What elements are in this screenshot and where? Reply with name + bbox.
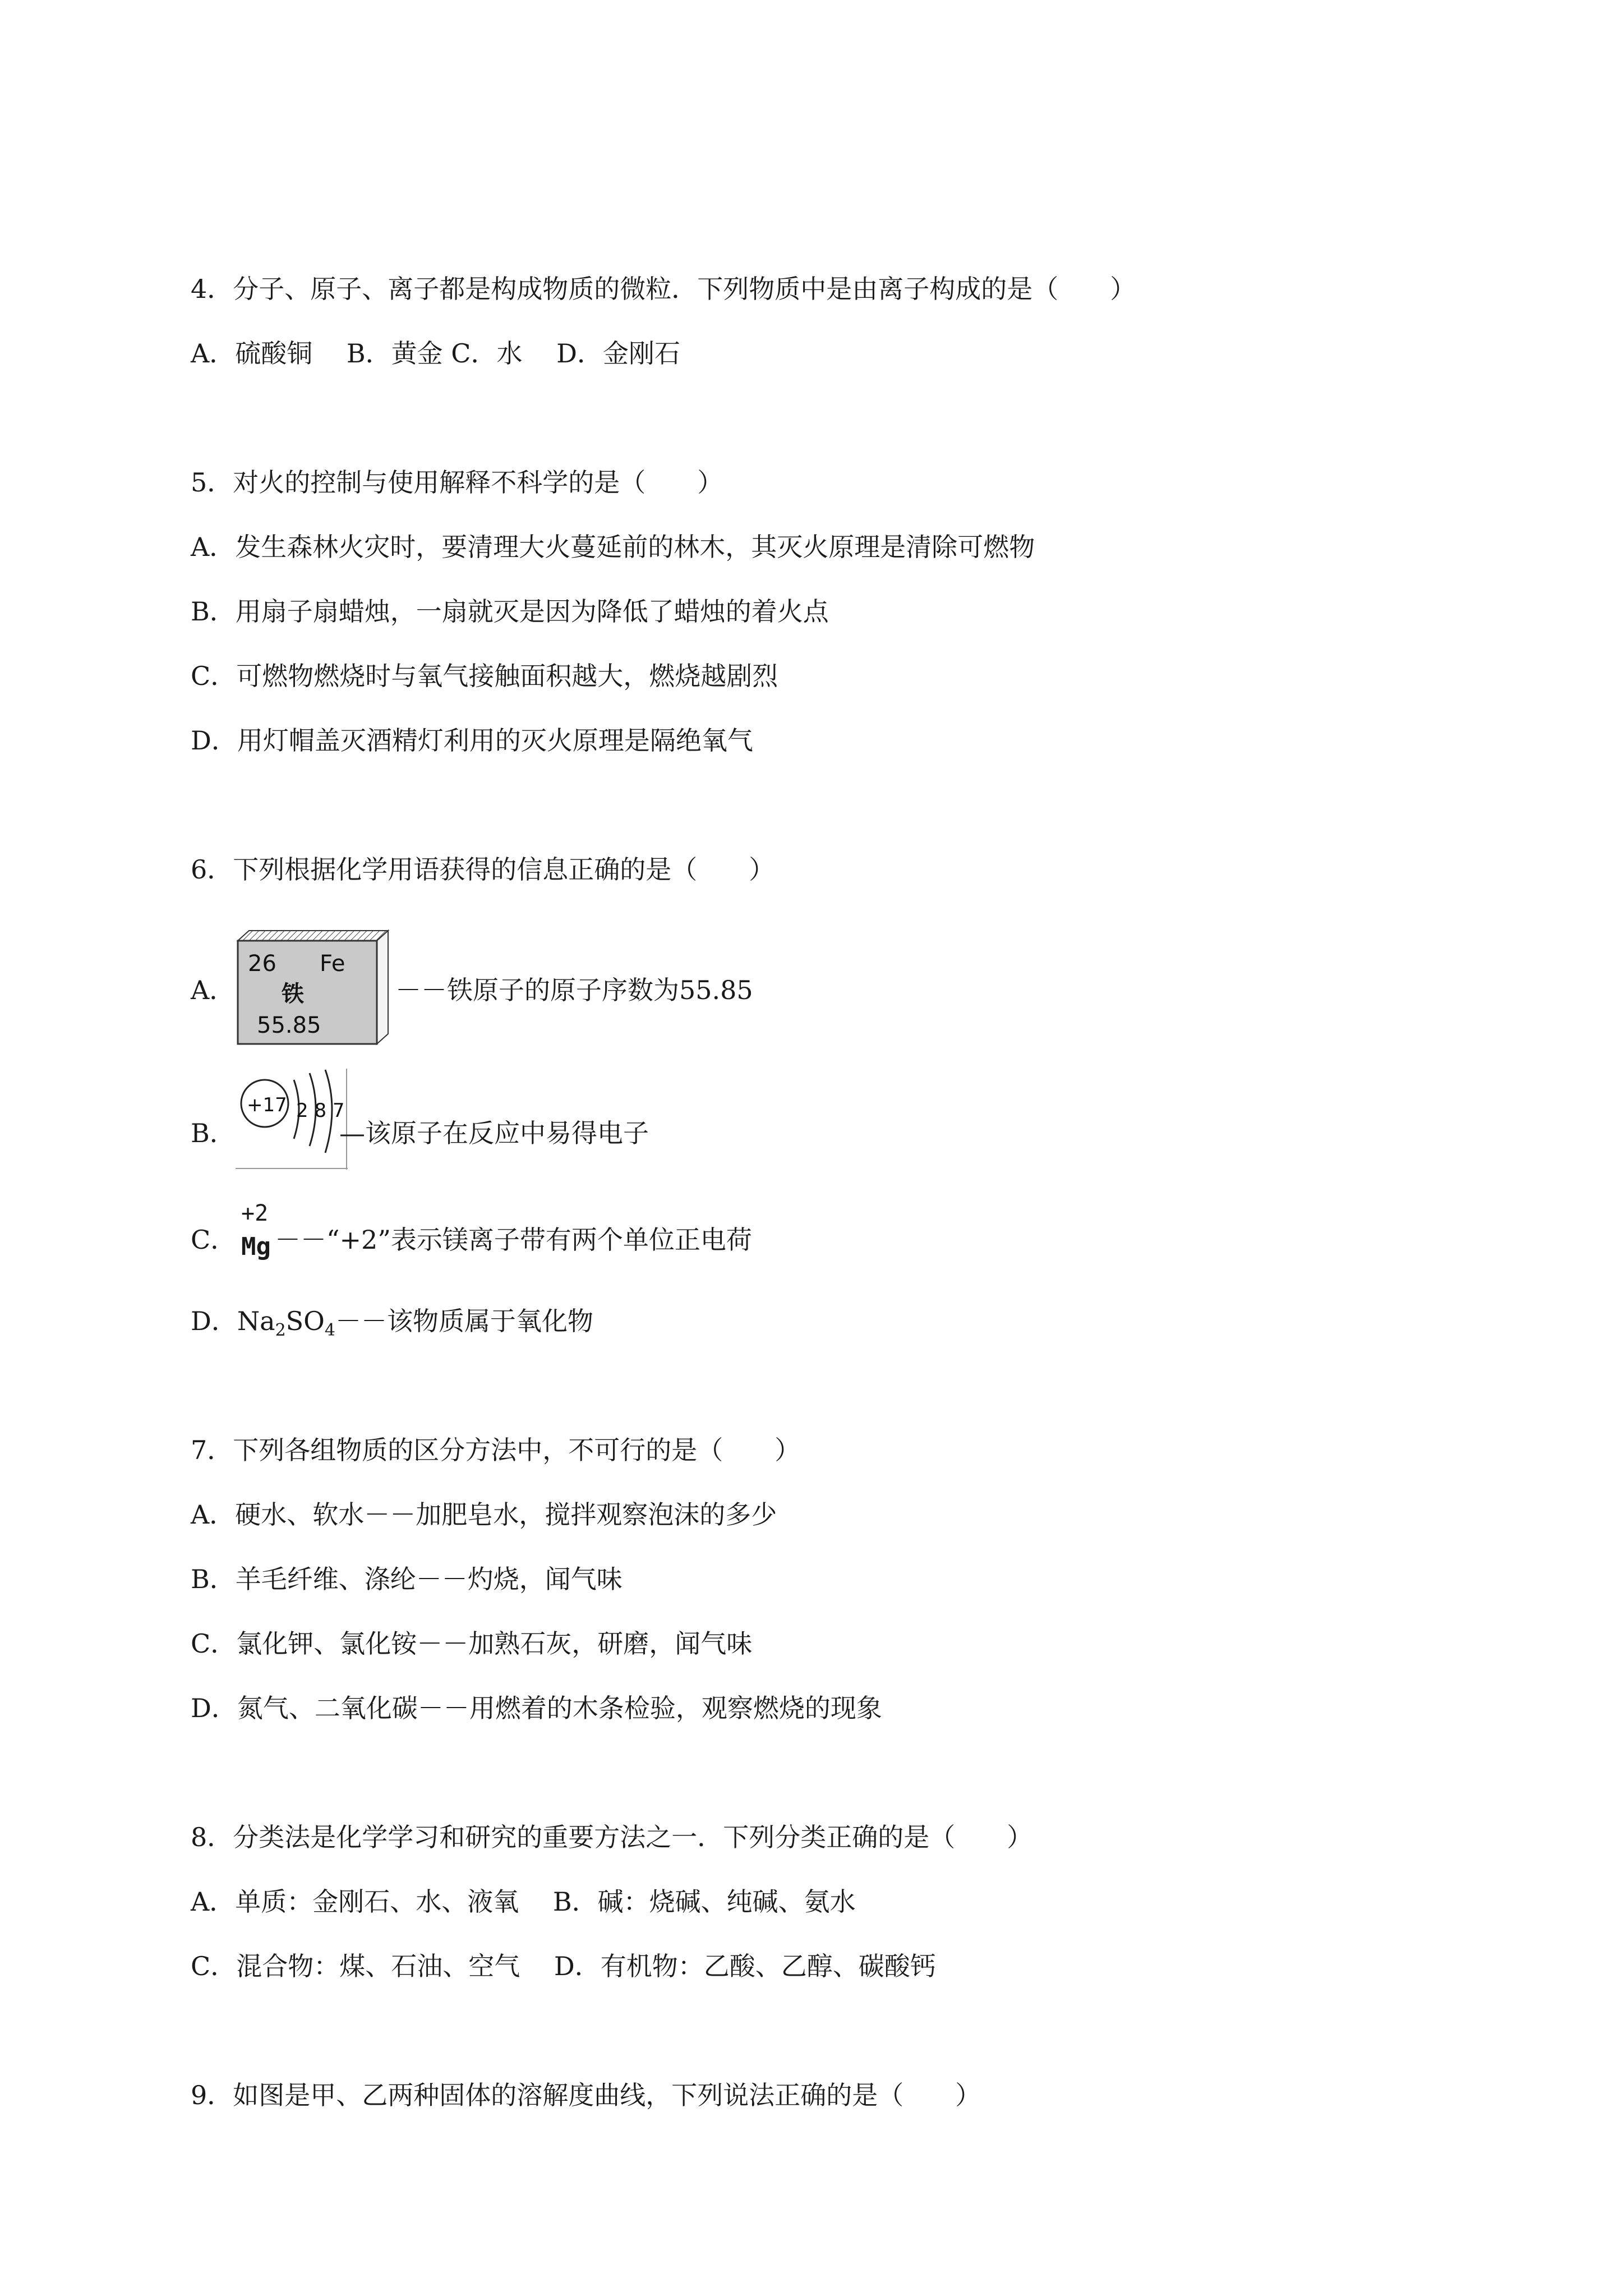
mg-valence-symbol xyxy=(241,1200,275,1268)
q5-option-c: C．可燃物燃烧时与氧气接触面积越大，燃烧越剧烈 xyxy=(191,661,778,691)
q6-option-c-text: －－“+2”表示镁离子带有两个单位正电荷 xyxy=(275,1225,752,1255)
element-symbol: Fe xyxy=(320,951,345,977)
element-mass: 55.85 xyxy=(257,1013,321,1038)
q6-option-a-label: A． xyxy=(191,975,236,1005)
q6-option-b-text: —该原子在反应中易得电子 xyxy=(339,1118,649,1148)
q7-option-a: A．硬水、软水－－加肥皂水，搅拌观察泡沫的多少 xyxy=(191,1499,777,1530)
q4-options: A．硫酸铜 B．黄金 C．水 D．金刚石 xyxy=(191,338,680,369)
q6-option-d-label: D． xyxy=(191,1306,237,1336)
element-card-image xyxy=(236,928,393,1046)
q7-option-c: C．氯化钾、氯化铵－－加熟石灰，研磨，闻气味 xyxy=(191,1628,753,1659)
q6-option-c-label: C． xyxy=(191,1225,237,1255)
formula-so: SO xyxy=(285,1306,325,1336)
q8-options-ab: A．单质：金刚石、水、液氧 B．碱：烧碱、纯碱、氨水 xyxy=(191,1887,856,1917)
q9-stem: 9．如图是甲、乙两种固体的溶解度曲线，下列说法正确的是（ ） xyxy=(191,2080,981,2110)
q7-option-d: D．氮气、二氧化碳－－用燃着的木条检验，观察燃烧的现象 xyxy=(191,1693,882,1723)
q6-option-d xyxy=(191,1304,593,1347)
q7-stem: 7．下列各组物质的区分方法中，不可行的是（ ） xyxy=(191,1435,801,1465)
q5-option-b: B．用扇子扇蜡烛，一扇就灭是因为降低了蜡烛的着火点 xyxy=(191,596,829,627)
q8-stem: 8．分类法是化学学习和研究的重要方法之一．下列分类正确的是（ ） xyxy=(191,1822,1033,1852)
formula-sub-2: 2 xyxy=(275,1320,286,1340)
q7-option-b: B．羊毛纤维、涤纶－－灼烧，闻气味 xyxy=(191,1564,623,1594)
q4-stem: 4．分子、原子、离子都是构成物质的微粒．下列物质中是由离子构成的是（ ） xyxy=(191,274,1136,304)
element-number: 26 xyxy=(248,951,276,977)
mg-element-symbol: Mg xyxy=(241,1232,271,1261)
q6-option-b-label: B． xyxy=(191,1118,236,1148)
electron-shells: 2 8 7 xyxy=(296,1099,345,1122)
formula-na: Na xyxy=(237,1306,275,1336)
q6-stem: 6．下列根据化学用语获得的信息正确的是（ ） xyxy=(191,854,775,885)
formula-sub-4: 4 xyxy=(324,1320,335,1340)
nucleus-charge: +17 xyxy=(247,1094,287,1116)
q5-option-a: A．发生森林火灾时，要清理大火蔓延前的林木，其灭火原理是清除可燃物 xyxy=(191,532,1035,562)
q6-option-d-text: －－该物质属于氧化物 xyxy=(335,1306,593,1336)
q6-option-a-text: －－铁原子的原子序数为55.85 xyxy=(395,975,753,1005)
q5-option-d: D．用灯帽盖灭酒精灯利用的灭火原理是隔绝氧气 xyxy=(191,725,753,756)
q5-stem: 5．对火的控制与使用解释不科学的是（ ） xyxy=(191,467,723,498)
atom-structure-diagram xyxy=(236,1069,348,1170)
q8-options-cd: C．混合物：煤、石油、空气 D．有机物：乙酸、乙醇、碳酸钙 xyxy=(191,1951,936,1981)
element-name: 铁 xyxy=(282,981,304,1007)
mg-valence-sup: +2 xyxy=(241,1200,269,1226)
